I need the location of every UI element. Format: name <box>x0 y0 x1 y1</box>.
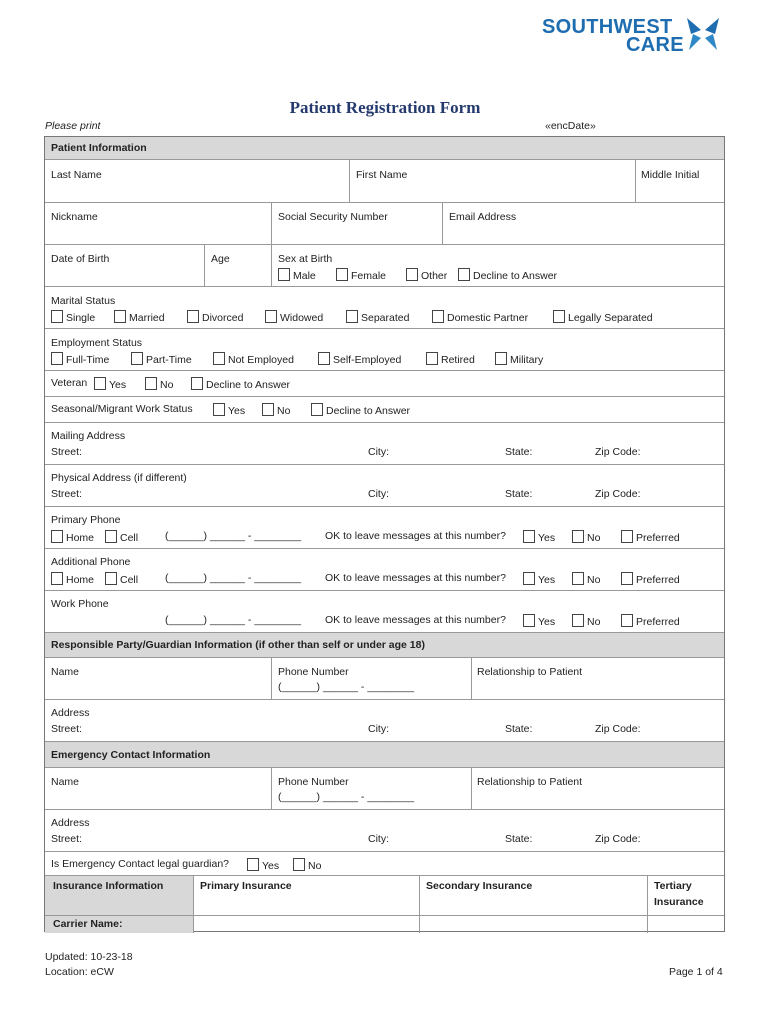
nickname-label: Nickname <box>51 211 98 223</box>
footer-meta <box>45 950 133 980</box>
emergency-header <box>45 742 724 768</box>
emergency-phone-field[interactable] <box>271 768 471 809</box>
primary-cell-option[interactable]: Cell <box>105 530 138 544</box>
marital-married-option[interactable]: Married <box>114 310 165 324</box>
secondary-insurance-label: Secondary Insurance <box>426 880 533 892</box>
dob-field[interactable] <box>45 245 204 286</box>
seasonal-row <box>45 397 724 423</box>
insurance-info-header-text: Insurance Information <box>53 880 164 892</box>
middle-initial-label: Middle Initial <box>641 169 700 181</box>
registration-form <box>44 136 725 932</box>
sex-male-option[interactable]: Male <box>278 268 316 282</box>
seasonal-no-option[interactable]: No <box>262 403 290 417</box>
street-label: Street: <box>51 723 82 735</box>
nickname-row <box>45 203 724 245</box>
age-field[interactable] <box>204 245 271 286</box>
guardian-yes-option[interactable]: Yes <box>247 858 279 872</box>
emergency-address-row[interactable] <box>45 810 724 852</box>
southwest-care-logo <box>540 14 725 56</box>
employment-part-time-option[interactable]: Part-Time <box>131 352 192 366</box>
primary-preferred[interactable]: Preferred <box>621 530 680 544</box>
mailing-address-row[interactable] <box>45 423 724 465</box>
responsible-phone-blank: (______) ______ - ________ <box>278 681 415 693</box>
first-name-field[interactable] <box>349 160 635 202</box>
butterfly-logo-icon <box>685 16 721 52</box>
state-label: State: <box>505 833 533 845</box>
primary-phone-row <box>45 507 724 549</box>
employment-row <box>45 329 724 371</box>
work-phone-label: Work Phone <box>51 598 109 610</box>
primary-insurance-header <box>193 876 419 915</box>
sex-other-option[interactable]: Other <box>406 268 447 282</box>
checkbox-icon <box>621 530 633 543</box>
seasonal-yes-option[interactable]: Yes <box>213 403 245 417</box>
insurance-header-row <box>45 876 724 916</box>
ok-message-label: OK to leave messages at this number? <box>325 572 506 584</box>
checkbox-icon <box>621 572 633 585</box>
last-name-label: Last Name <box>51 169 102 181</box>
responsible-phone-label: Phone Number <box>278 666 349 678</box>
patient-info-header <box>45 137 724 160</box>
zip-label: Zip Code: <box>595 833 641 845</box>
emergency-name-field[interactable] <box>45 768 271 809</box>
patient-info-header-text: Patient Information <box>51 142 147 154</box>
middle-initial-field[interactable] <box>635 160 724 202</box>
primary-phone-input[interactable]: (______) ______ - ________ <box>165 530 302 542</box>
responsible-phone-field[interactable] <box>271 658 471 699</box>
checkbox-icon <box>94 377 106 390</box>
marital-separated-option[interactable]: Separated <box>346 310 409 324</box>
checkbox-icon <box>51 572 63 585</box>
primary-ok-no[interactable]: No <box>572 530 600 544</box>
tertiary-carrier-field[interactable] <box>647 916 724 933</box>
additional-phone-input[interactable]: (______) ______ - ________ <box>165 572 302 584</box>
carrier-name-label-cell <box>45 916 193 933</box>
employment-self-employed-option[interactable]: Self-Employed <box>318 352 401 366</box>
checkbox-icon <box>51 530 63 543</box>
responsible-name-label: Name <box>51 666 80 678</box>
checkbox-icon <box>213 403 225 416</box>
insurance-info-header <box>45 876 193 915</box>
checkbox-icon <box>523 572 535 585</box>
work-phone-input[interactable]: (______) ______ - ________ <box>165 614 302 626</box>
primary-insurance-label: Primary Insurance <box>200 880 292 892</box>
state-label: State: <box>505 446 533 458</box>
work-preferred[interactable]: Preferred <box>621 614 680 628</box>
street-label: Street: <box>51 488 82 500</box>
emergency-relationship-field[interactable] <box>471 768 724 809</box>
city-label: City: <box>368 446 389 458</box>
additional-phone-label: Additional Phone <box>51 556 131 568</box>
employment-not-employed-option[interactable]: Not Employed <box>213 352 294 366</box>
logo-line1: SOUTHWEST <box>542 16 673 38</box>
checkbox-icon <box>114 310 126 323</box>
name-row <box>45 160 724 203</box>
state-label: State: <box>505 723 533 735</box>
state-label: State: <box>505 488 533 500</box>
zip-label: Zip Code: <box>595 723 641 735</box>
checkbox-icon <box>572 530 584 543</box>
tertiary-insurance-header <box>647 876 724 915</box>
checkbox-icon <box>572 614 584 627</box>
enc-date: «encDate» <box>545 120 596 132</box>
emergency-address-label: Address <box>51 817 90 829</box>
seasonal-decline-option[interactable]: Decline to Answer <box>311 403 410 417</box>
page-number: Page 1 of 4 <box>669 966 723 978</box>
additional-ok-no[interactable]: No <box>572 572 600 586</box>
employment-retired-option[interactable]: Retired <box>426 352 475 366</box>
emergency-name-label: Name <box>51 776 80 788</box>
zip-label: Zip Code: <box>595 446 641 458</box>
veteran-row <box>45 371 724 397</box>
city-label: City: <box>368 723 389 735</box>
zip-label: Zip Code: <box>595 488 641 500</box>
emergency-header-text: Emergency Contact Information <box>51 749 211 761</box>
street-label: Street: <box>51 833 82 845</box>
checkbox-icon <box>262 403 274 416</box>
street-label: Street: <box>51 446 82 458</box>
nickname-field[interactable] <box>45 203 271 244</box>
tertiary-label-1: Tertiary <box>654 880 692 892</box>
carrier-name-row <box>45 916 724 933</box>
additional-phone-row <box>45 549 724 591</box>
tertiary-label-2: Insurance <box>654 896 704 908</box>
checkbox-icon <box>458 268 470 281</box>
checkbox-icon <box>495 352 507 365</box>
guardian-row <box>45 852 724 876</box>
footer-location: Location: eCW <box>45 966 114 978</box>
footer-updated: Updated: 10-23-18 <box>45 951 133 963</box>
email-field[interactable] <box>442 203 724 244</box>
checkbox-icon <box>191 377 203 390</box>
responsible-address-label: Address <box>51 707 90 719</box>
employment-full-time-option[interactable]: Full-Time <box>51 352 109 366</box>
additional-home-option[interactable]: Home <box>51 572 94 586</box>
marital-legally-separated-option[interactable]: Legally Separated <box>553 310 653 324</box>
additional-preferred[interactable]: Preferred <box>621 572 680 586</box>
city-label: City: <box>368 488 389 500</box>
ok-message-label: OK to leave messages at this number? <box>325 614 506 626</box>
guardian-no-option[interactable]: No <box>293 858 321 872</box>
emergency-phone-label: Phone Number <box>278 776 349 788</box>
sex-label: Sex at Birth <box>278 253 333 265</box>
checkbox-icon <box>187 310 199 323</box>
work-ok-yes[interactable]: Yes <box>523 614 555 628</box>
marital-widowed-option[interactable]: Widowed <box>265 310 323 324</box>
physical-address-label: Physical Address (if different) <box>51 472 187 484</box>
checkbox-icon <box>346 310 358 323</box>
checkbox-icon <box>51 352 63 365</box>
checkbox-icon <box>318 352 330 365</box>
veteran-yes-option[interactable]: Yes <box>94 377 126 391</box>
checkbox-icon <box>265 310 277 323</box>
please-print-note: Please print <box>45 120 101 132</box>
checkbox-icon <box>131 352 143 365</box>
logo-line2: CARE <box>626 34 684 56</box>
mailing-address-label: Mailing Address <box>51 430 126 442</box>
seasonal-label: Seasonal/Migrant Work Status <box>51 403 193 415</box>
checkbox-icon <box>432 310 444 323</box>
primary-carrier-field[interactable] <box>193 916 419 933</box>
checkbox-icon <box>247 858 259 871</box>
work-phone-row <box>45 591 724 633</box>
marital-row <box>45 287 724 329</box>
dob-label: Date of Birth <box>51 253 110 265</box>
checkbox-icon <box>621 614 633 627</box>
first-name-label: First Name <box>356 169 408 181</box>
marital-domestic-partner-option[interactable]: Domestic Partner <box>432 310 528 324</box>
checkbox-icon <box>311 403 323 416</box>
ssn-field[interactable] <box>271 203 442 244</box>
veteran-label: Veteran <box>51 377 88 389</box>
responsible-header-text: Responsible Party/Guardian Information (if other than self or under age 18) <box>51 639 425 651</box>
responsible-relationship-label: Relationship to Patient <box>477 666 583 678</box>
page-title: Patient Registration Form <box>289 98 481 117</box>
last-name-field[interactable] <box>45 160 349 202</box>
checkbox-icon <box>406 268 418 281</box>
additional-ok-yes[interactable]: Yes <box>523 572 555 586</box>
emergency-phone-blank: (______) ______ - ________ <box>278 791 415 803</box>
marital-label: Marital Status <box>51 295 116 307</box>
marital-single-option[interactable]: Single <box>51 310 95 324</box>
emergency-name-row <box>45 768 724 810</box>
employment-label: Employment Status <box>51 337 143 349</box>
primary-phone-label: Primary Phone <box>51 514 121 526</box>
ok-message-label: OK to leave messages at this number? <box>325 530 506 542</box>
checkbox-icon <box>293 858 305 871</box>
dob-row <box>45 245 724 287</box>
responsible-address-row[interactable] <box>45 700 724 742</box>
veteran-no-option[interactable]: No <box>145 377 173 391</box>
checkbox-icon <box>145 377 157 390</box>
marital-divorced-option[interactable]: Divorced <box>187 310 243 324</box>
responsible-name-field[interactable] <box>45 658 271 699</box>
checkbox-icon <box>523 530 535 543</box>
sex-decline-option[interactable]: Decline to Answer <box>458 268 557 282</box>
responsible-header <box>45 633 724 658</box>
checkbox-icon <box>105 530 117 543</box>
ssn-label: Social Security Number <box>278 211 388 223</box>
emergency-relationship-label: Relationship to Patient <box>477 776 583 788</box>
employment-military-option[interactable]: Military <box>495 352 543 366</box>
carrier-name-label: Carrier Name: <box>53 918 123 930</box>
checkbox-icon <box>426 352 438 365</box>
checkbox-icon <box>105 572 117 585</box>
checkbox-icon <box>213 352 225 365</box>
responsible-name-row <box>45 658 724 700</box>
primary-ok-yes[interactable]: Yes <box>523 530 555 544</box>
work-ok-no[interactable]: No <box>572 614 600 628</box>
checkbox-icon <box>336 268 348 281</box>
email-label: Email Address <box>449 211 517 223</box>
responsible-relationship-field[interactable] <box>471 658 724 699</box>
physical-address-row[interactable] <box>45 465 724 507</box>
sex-field <box>271 245 724 286</box>
checkbox-icon <box>51 310 63 323</box>
city-label: City: <box>368 833 389 845</box>
age-label: Age <box>211 253 230 265</box>
additional-cell-option[interactable]: Cell <box>105 572 138 586</box>
checkbox-icon <box>553 310 565 323</box>
checkbox-icon <box>572 572 584 585</box>
guardian-question: Is Emergency Contact legal guardian? <box>51 858 230 870</box>
checkbox-icon <box>523 614 535 627</box>
primary-home-option[interactable]: Home <box>51 530 94 544</box>
sex-female-option[interactable]: Female <box>336 268 386 282</box>
secondary-insurance-header <box>419 876 647 915</box>
veteran-decline-option[interactable]: Decline to Answer <box>191 377 290 391</box>
checkbox-icon <box>278 268 290 281</box>
secondary-carrier-field[interactable] <box>419 916 647 933</box>
